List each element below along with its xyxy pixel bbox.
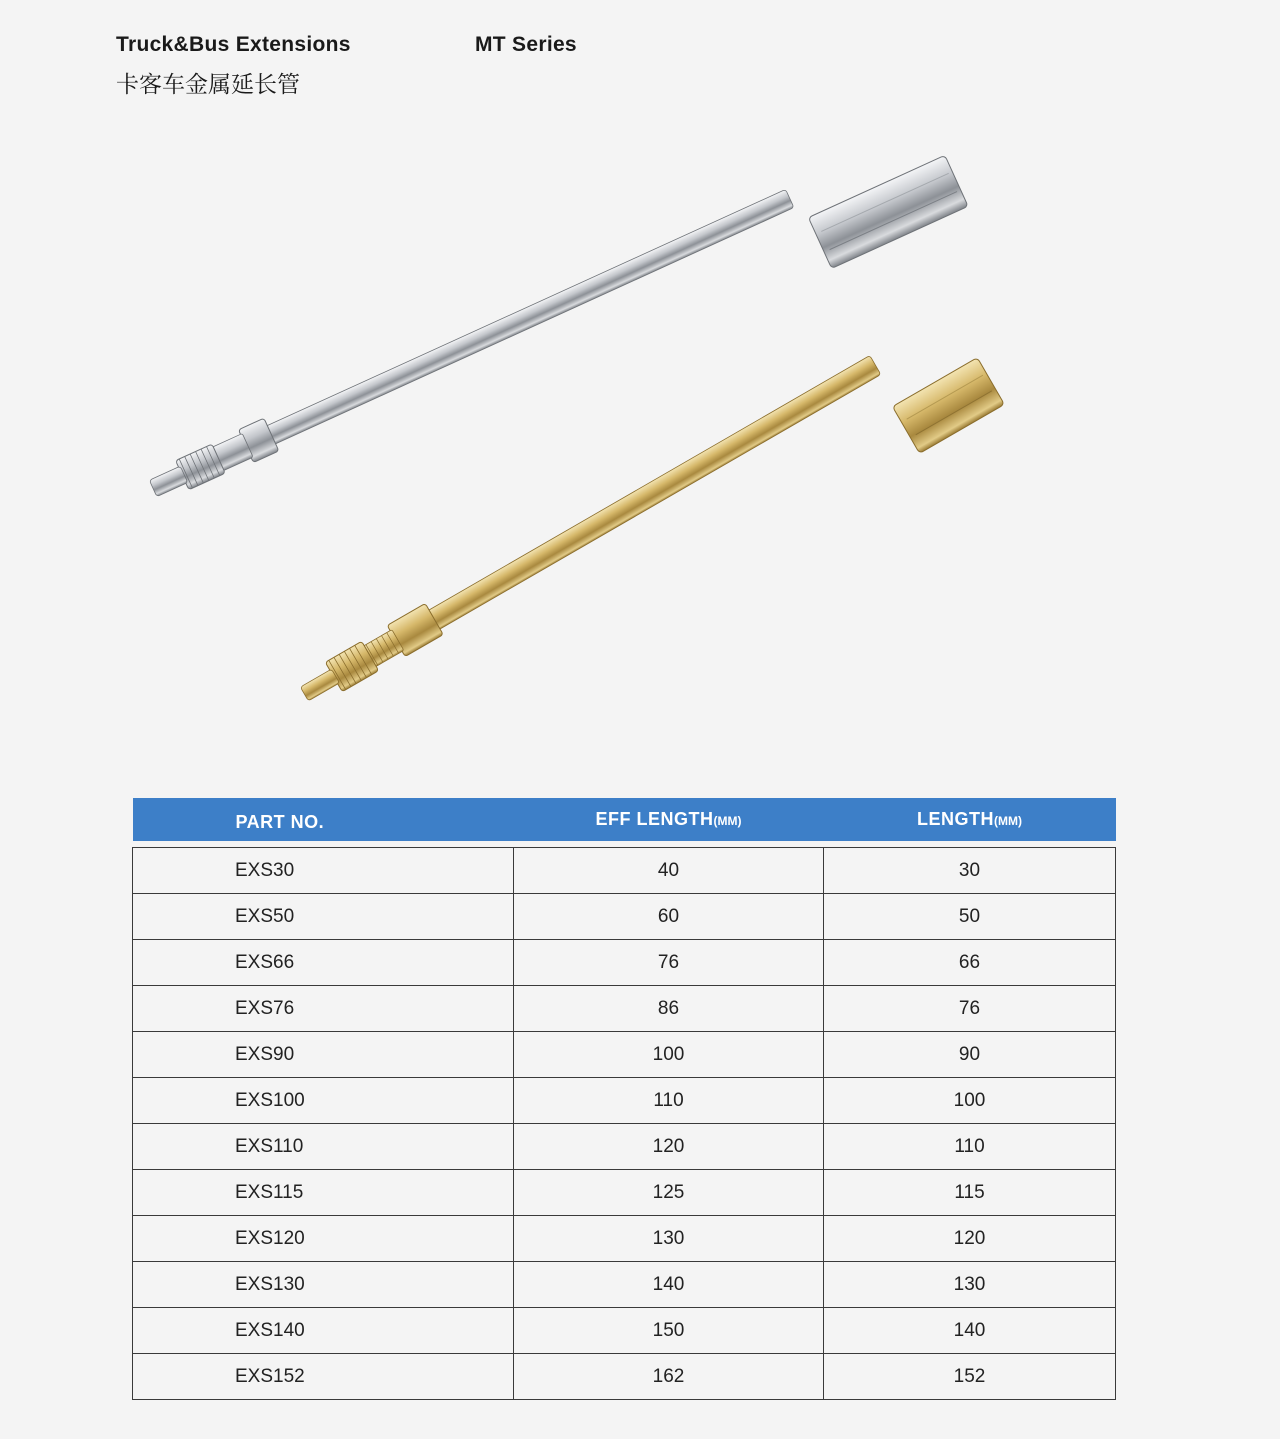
table-row xyxy=(133,1354,1116,1400)
table-row xyxy=(133,1032,1116,1078)
length-cell: 120 xyxy=(824,1216,1116,1262)
column-header-eff-length xyxy=(514,798,824,841)
eff-length-unit: (MM) xyxy=(713,814,742,828)
part-no-cell: EXS90 xyxy=(133,1032,514,1078)
part-no-cell: EXS50 xyxy=(133,894,514,940)
table-row xyxy=(133,986,1116,1032)
table-row xyxy=(133,940,1116,986)
part-no-label: PART NO. xyxy=(235,812,325,832)
product-illustration xyxy=(0,150,1280,710)
table-header xyxy=(133,798,1116,848)
length-cell: 130 xyxy=(824,1262,1116,1308)
part-no-cell: EXS110 xyxy=(133,1124,514,1170)
length-cell: 30 xyxy=(824,848,1116,894)
part-no-cell: EXS115 xyxy=(133,1170,514,1216)
table-row xyxy=(133,1124,1116,1170)
eff-length-cell: 125 xyxy=(514,1170,824,1216)
eff-length-cell: 100 xyxy=(514,1032,824,1078)
eff-length-cell: 130 xyxy=(514,1216,824,1262)
eff-length-label: EFF LENGTH xyxy=(595,809,714,829)
table-row xyxy=(133,1262,1116,1308)
part-no-cell: EXS130 xyxy=(133,1262,514,1308)
column-header-part-no xyxy=(133,798,514,841)
length-cell: 110 xyxy=(824,1124,1116,1170)
column-header-length xyxy=(824,798,1116,841)
eff-length-cell: 86 xyxy=(514,986,824,1032)
length-cell: 90 xyxy=(824,1032,1116,1078)
table-row xyxy=(133,1078,1116,1124)
length-cell: 76 xyxy=(824,986,1116,1032)
table-row xyxy=(133,848,1116,894)
eff-length-cell: 150 xyxy=(514,1308,824,1354)
part-no-cell: EXS100 xyxy=(133,1078,514,1124)
length-label: LENGTH xyxy=(917,809,994,829)
part-no-cell: EXS76 xyxy=(133,986,514,1032)
spec-table xyxy=(132,798,1116,1400)
table-row xyxy=(133,1170,1116,1216)
eff-length-cell: 162 xyxy=(514,1354,824,1400)
table-row xyxy=(133,894,1116,940)
eff-length-cell: 60 xyxy=(514,894,824,940)
title-english: Truck&Bus Extensions xyxy=(116,33,351,56)
part-no-cell: EXS30 xyxy=(133,848,514,894)
length-cell: 66 xyxy=(824,940,1116,986)
brass-extension-image xyxy=(295,355,1004,709)
eff-length-cell: 140 xyxy=(514,1262,824,1308)
length-unit: (MM) xyxy=(994,814,1022,828)
length-cell: 152 xyxy=(824,1354,1116,1400)
length-cell: 100 xyxy=(824,1078,1116,1124)
chrome-extension-image xyxy=(146,155,968,505)
eff-length-cell: 76 xyxy=(514,940,824,986)
length-cell: 50 xyxy=(824,894,1116,940)
part-no-cell: EXS140 xyxy=(133,1308,514,1354)
length-cell: 115 xyxy=(824,1170,1116,1216)
eff-length-cell: 120 xyxy=(514,1124,824,1170)
table-row xyxy=(133,1308,1116,1354)
title-chinese: 卡客车金属延长管 xyxy=(116,72,300,98)
part-no-cell: EXS152 xyxy=(133,1354,514,1400)
eff-length-cell: 40 xyxy=(514,848,824,894)
eff-length-cell: 110 xyxy=(514,1078,824,1124)
length-cell: 140 xyxy=(824,1308,1116,1354)
table-body xyxy=(133,848,1116,1400)
part-no-cell: EXS66 xyxy=(133,940,514,986)
series-label: MT Series xyxy=(475,33,577,56)
table-row xyxy=(133,1216,1116,1262)
part-no-cell: EXS120 xyxy=(133,1216,514,1262)
